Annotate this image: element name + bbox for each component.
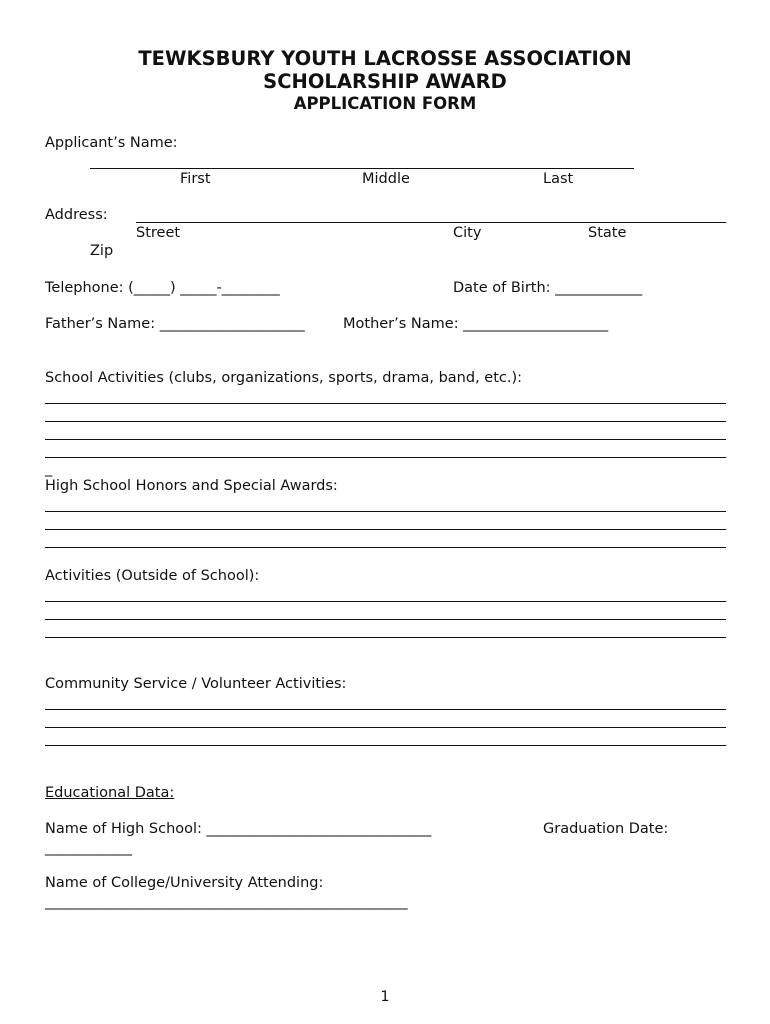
form-title-award: SCHOLARSHIP AWARD — [263, 70, 507, 93]
street-caption: Street — [136, 225, 181, 241]
city-caption: City — [453, 225, 482, 241]
high-school-name-field[interactable]: Name of High School: _______________________________ — [45, 821, 432, 837]
last-name-caption: Last — [543, 171, 574, 187]
college-blank[interactable]: __________________________________________________ — [45, 894, 408, 910]
community-service-line-1[interactable] — [45, 709, 726, 710]
outside-activities-line-2[interactable] — [45, 619, 726, 620]
zip-caption: Zip — [90, 243, 114, 259]
address-line[interactable] — [136, 222, 726, 223]
school-activities-line-2[interactable] — [45, 421, 726, 422]
community-service-label: Community Service / Volunteer Activities: — [45, 676, 347, 692]
school-activities-label: School Activities (clubs, organizations, sports, drama, band, etc.): — [45, 370, 523, 386]
outside-activities-line-3[interactable] — [45, 637, 726, 638]
community-service-line-2[interactable] — [45, 727, 726, 728]
honors-line-3[interactable] — [45, 547, 726, 548]
community-service-line-3[interactable] — [45, 745, 726, 746]
address-label: Address: — [45, 207, 108, 223]
father-name-field[interactable]: Father’s Name: ____________________ — [45, 316, 305, 332]
honors-line-1[interactable] — [45, 511, 726, 512]
outside-activities-label: Activities (Outside of School): — [45, 568, 260, 584]
date-of-birth-field[interactable]: Date of Birth: ____________ — [453, 280, 643, 296]
school-activities-line-3[interactable] — [45, 439, 726, 440]
honors-label: High School Honors and Special Awards: — [45, 478, 338, 494]
school-activities-line-1[interactable] — [45, 403, 726, 404]
honors-underscore-mark: _ — [45, 461, 53, 477]
page-number: 1 — [380, 989, 390, 1005]
educational-data-heading: Educational Data: — [45, 785, 175, 801]
middle-name-caption: Middle — [362, 171, 410, 187]
state-caption: State — [588, 225, 627, 241]
first-name-caption: First — [180, 171, 211, 187]
mother-name-field[interactable]: Mother’s Name: ____________________ — [343, 316, 609, 332]
school-activities-line-4[interactable] — [45, 457, 726, 458]
graduation-date-label: Graduation Date: — [543, 821, 669, 837]
college-label: Name of College/University Attending: — [45, 875, 324, 891]
applicant-name-line[interactable] — [90, 168, 634, 169]
form-title-organization: TEWKSBURY YOUTH LACROSSE ASSOCIATION — [138, 47, 632, 70]
outside-activities-line-1[interactable] — [45, 601, 726, 602]
applicant-name-label: Applicant’s Name: — [45, 135, 178, 151]
honors-line-2[interactable] — [45, 529, 726, 530]
form-title-application: APPLICATION FORM — [293, 94, 477, 113]
graduation-date-blank[interactable]: ____________ — [45, 840, 132, 856]
telephone-field[interactable]: Telephone: (_____) _____-________ — [45, 280, 280, 296]
